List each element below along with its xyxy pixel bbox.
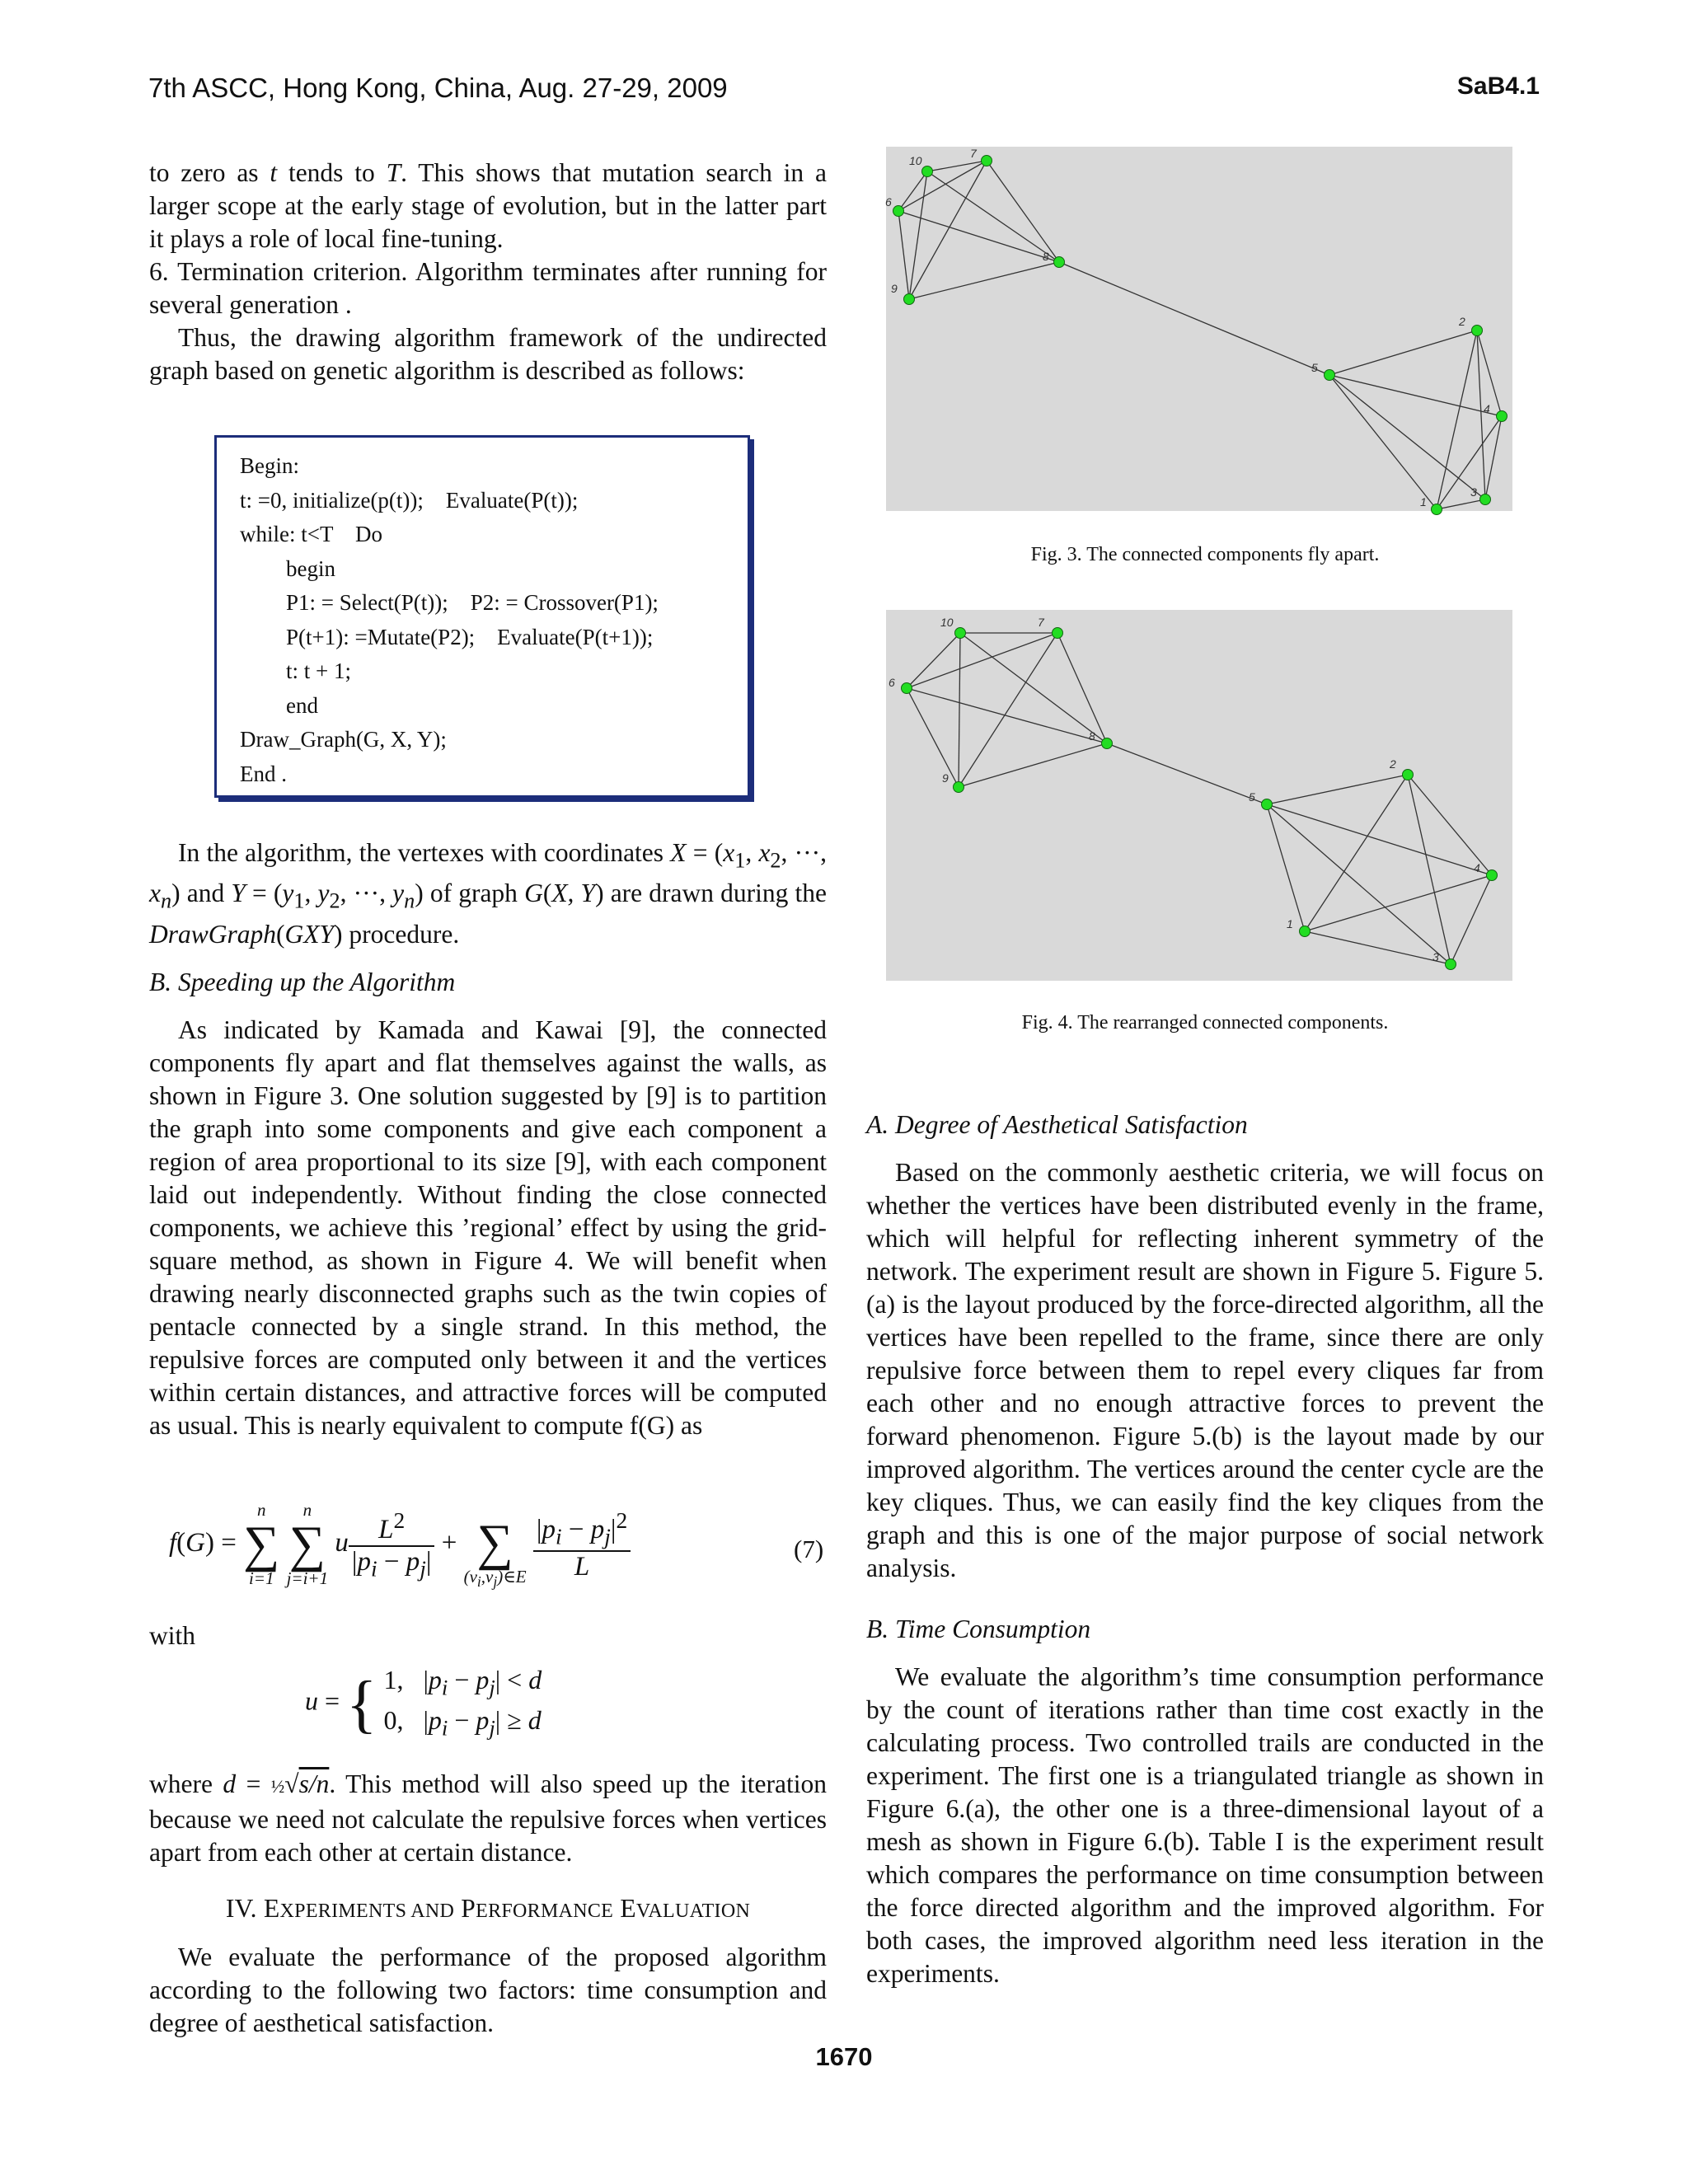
right-column [866, 1108, 1544, 1990]
graph-node [954, 782, 964, 793]
graph-node [1497, 411, 1507, 422]
graph-node-label: 1 [1420, 495, 1427, 509]
graph-edge [1059, 262, 1329, 375]
graph-node-label: 7 [1038, 616, 1044, 629]
algo-line: end [286, 692, 318, 718]
graph-edge [1408, 775, 1451, 964]
algo-line: P(t+1): =Mutate(P2); Evaluate(P(t+1)); [286, 624, 654, 649]
figure-3-graph [886, 147, 1512, 511]
graph-node [902, 683, 912, 694]
subsection-speeding-up: B. Speeding up the Algorithm [149, 967, 456, 996]
paragraph-mutation: to zero as t tends to T. This shows that mutation search in a larger scope at the early stage of evolution, but in the latter part it plays a role of local fine-tuning. [149, 158, 827, 253]
graph-node-label: 9 [942, 771, 949, 785]
graph-edge [959, 743, 1107, 787]
graph-edge [1107, 743, 1267, 804]
paragraph-time-consumption: We evaluate the algorithm’s time consumption performance by the count of iterations rather than time cost exactly in the calculating process. Two controlled trails are conducted in the experiment. The first one is a triangulated triangle as shown in Figure 6.(a), the other one is a three-dimensional layout of a mesh as shown in Figure 6.(b). Table I is the experiment result which compares the performance on time consumption between the force directed algorithm and the improved algorithm. For both cases, the improved algorithm need less iteration in the experiments. [866, 1662, 1544, 1988]
graph-node-label: 4 [1484, 402, 1490, 415]
graph-node [1054, 257, 1065, 268]
graph-edge [898, 211, 909, 299]
with-text: with [149, 1621, 196, 1650]
graph-edge [1451, 875, 1492, 964]
graph-node [982, 156, 992, 166]
graph-node-label: 6 [889, 676, 895, 689]
paragraph-aesthetics: Based on the commonly aesthetic criteria, we will focus on whether the vertices have been distributed evenly in the frame, which will helpful for reflecting inherent symmetry of the network. The experiment result are shown in Figure 5. Figure 5.(a) is the layout produced by the force-directed algorithm, all the vertices have been repelled to the frame, since there are only repulsive force between them to repel every cliques far from each other and no enough attractive forces to prevent the forward phenomenon. Figure 5.(b) is the layout made by our improved algorithm. The vertices around the center cycle are the key cliques. Thus, we can easily find the key cliques from the graph and this is one of the major purpose of social network analysis. [866, 1158, 1544, 1582]
subsection-time-consumption: B. Time Consumption [866, 1615, 1091, 1643]
equation-7-number: (7) [794, 1535, 824, 1563]
equation-u: u = { 1, $|p_i - p_j| < d$ 0, $|p_i - p_j| \ge d$ [305, 1665, 542, 1741]
graph-node [955, 628, 966, 639]
graph-node [893, 206, 904, 217]
graph-edge [959, 633, 960, 787]
graph-node [1262, 799, 1273, 810]
graph-edge [1437, 499, 1485, 509]
equation-7: f(G) = n ∑ i=1 n ∑ j=i+1 u $\frac{L^2}{|p_i - p_j|}$ + ∑ $(v_i,v_j)\in E$ $\frac{|p_i - p_j|^2}{L}$ [169, 1500, 631, 1590]
graph-node [1472, 326, 1483, 336]
figure-4-caption: Fig. 4. The rearranged connected components. [1021, 1012, 1389, 1033]
paragraph-framework-intro: Thus, the drawing algorithm framework of the undirected graph based on genetic algorithm is described as follows: [149, 323, 827, 385]
left-column-bottom [149, 1768, 827, 2040]
graph-edge [927, 171, 1059, 262]
graph-edge [1267, 804, 1305, 931]
paragraph-termination: 6. Termination criterion. Algorithm terminates after running for several generation . [149, 257, 827, 319]
graph-edge [1305, 931, 1451, 964]
graph-edge [1329, 375, 1437, 509]
graph-edge [909, 161, 987, 299]
graph-node-label: 3 [1470, 485, 1477, 499]
algo-line: t: t + 1; [286, 658, 351, 683]
paragraph-evaluate: We evaluate the performance of the proposed algorithm according to the following two factors: time consumption and degree of aesthetical satisfaction. [149, 1943, 827, 2037]
figure-4-svg [886, 610, 1512, 981]
graph-edge [1267, 804, 1451, 964]
graph-node-label: 2 [1390, 757, 1396, 771]
graph-node [1325, 370, 1335, 381]
graph-node [904, 294, 915, 305]
graph-edge [909, 171, 927, 299]
figure-3-svg [886, 147, 1512, 511]
header-conference: 7th ASCC, Hong Kong, China, Aug. 27-29, 2009 [148, 73, 728, 103]
graph-edge [1267, 804, 1492, 875]
graph-node-label: 4 [1474, 861, 1480, 874]
graph-node-label: 3 [1432, 950, 1439, 963]
header-session-code: SaB4.1 [1456, 73, 1540, 100]
graph-edge [959, 633, 1057, 787]
left-column-lower [149, 837, 827, 1442]
graph-edge [1305, 775, 1408, 931]
with-label [149, 1619, 827, 1652]
graph-node [1053, 628, 1063, 639]
graph-edge [1057, 633, 1107, 743]
algo-line: P1: = Select(P(t)); P2: = Crossover(P1); [286, 590, 659, 615]
graph-node-label: 1 [1287, 917, 1293, 930]
graph-node [1300, 926, 1311, 937]
graph-edge [907, 633, 1057, 688]
graph-edge [898, 211, 1059, 262]
algo-line: Begin: [240, 453, 299, 478]
subsection-aesthetics: A. Degree of Aesthetical Satisfaction [866, 1110, 1248, 1139]
section-iv-heading: IV. EXPERIMENTS AND PERFORMANCE EVALUATION [225, 1894, 751, 1923]
graph-edge [909, 262, 1059, 299]
graph-node [1432, 504, 1442, 515]
graph-edge [1408, 775, 1492, 875]
graph-edge [960, 633, 1107, 743]
graph-node [1446, 959, 1456, 970]
algo-line: while: t<T Do [240, 522, 382, 546]
left-column [149, 157, 827, 387]
algo-line: t: =0, initialize(p(t)); Evaluate(P(t)); [240, 487, 579, 513]
graph-node-label: 5 [1249, 790, 1255, 804]
graph-edge [1329, 330, 1477, 375]
graph-node [1480, 494, 1491, 505]
graph-edge [1267, 775, 1408, 804]
graph-edge [1437, 330, 1477, 509]
graph-edge [987, 161, 1059, 262]
graph-node-label: 10 [940, 616, 954, 629]
graph-edge [907, 633, 960, 688]
paragraph-kamada-kawai: As indicated by Kamada and Kawai [9], the connected components fly apart and flat themselves against the walls, as shown in Figure 3. One solution suggested by [9] is to partition the graph into some components and give each component a region of area proportional to its size [9], with each component laid out independently. Without finding the close connected components, we achieve this ’regional’ effect by using the grid-square method, as shown in Figure 4. We will benefit when drawing nearly disconnected graphs such as the twin copies of pentacle connected by a single strand. In this method, the repulsive forces are computed only between it and the vertices within certain distances, and attractive forces will be computed as usual. This is nearly equivalent to compute f(G) as [149, 1015, 827, 1440]
graph-edge [907, 688, 959, 787]
graph-node-label: 8 [1089, 729, 1095, 743]
algo-line: End . [240, 761, 287, 786]
graph-node-label: 6 [885, 195, 892, 209]
graph-node-label: 5 [1311, 361, 1318, 374]
graph-edge [907, 688, 1107, 743]
graph-node-label: 10 [909, 154, 922, 167]
algorithm-box [214, 435, 750, 798]
graph-node [1102, 738, 1113, 749]
algo-line: begin [286, 555, 335, 581]
graph-node-label: 7 [970, 147, 977, 160]
graph-node [1403, 770, 1414, 780]
paragraph-coordinates: In the algorithm, the vertexes with coordinates $X = (x_1$, $x_2$, ···, $x_n$) and $Y = (y_1$, $y_2$, ···, $y_n$) of graph G(X, Y) are drawn during the DrawGraph(GXY) procedure. [149, 838, 827, 949]
graph-node [922, 166, 933, 177]
graph-edge [1305, 875, 1492, 931]
graph-node-label: 2 [1459, 315, 1465, 328]
graph-node-label: 8 [1043, 250, 1049, 263]
figure-4-graph [886, 610, 1512, 981]
figure-3-caption: Fig. 3. The connected components fly apart. [1030, 544, 1380, 565]
graph-node-label: 9 [891, 282, 898, 295]
paragraph-where-d: where d = ½√s/n. This method will also speed up the iteration because we need not calculate the repulsive forces when vertices apart from each other at certain distance. [149, 1769, 828, 1867]
page-number: 1670 [815, 2042, 873, 2071]
graph-node [1487, 870, 1498, 881]
algo-line: Draw_Graph(G, X, Y); [240, 727, 447, 752]
